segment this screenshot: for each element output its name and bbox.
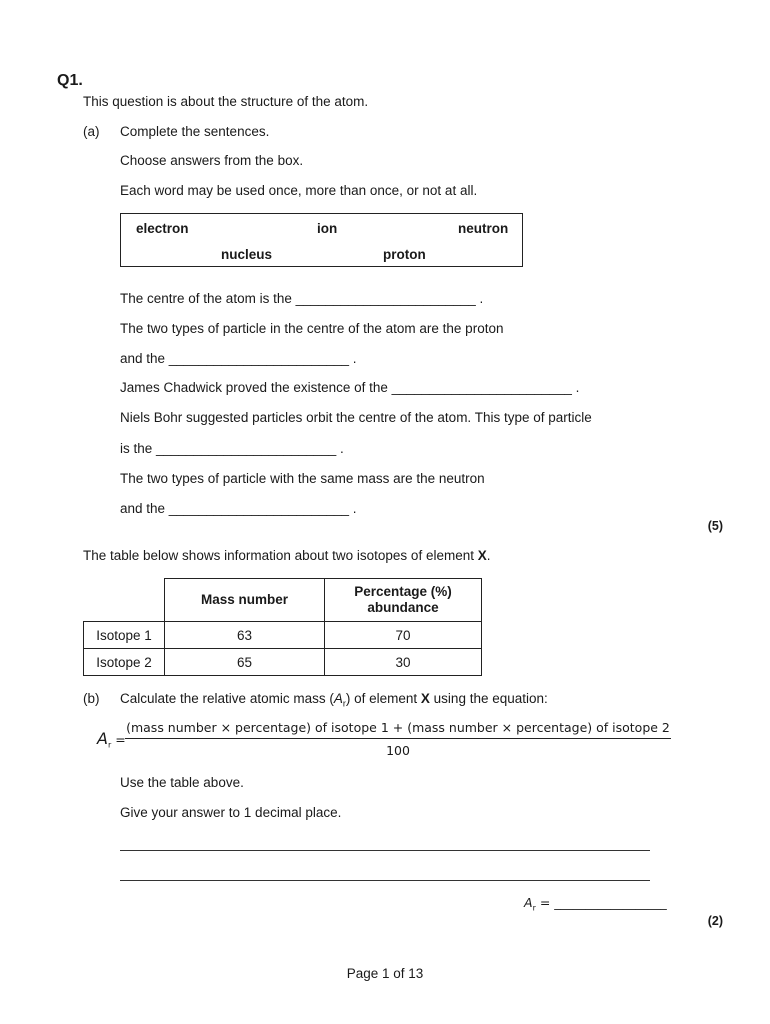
equation-lhs: $A_r$ = [97,729,126,750]
question-intro: This question is about the structure of the atom. [83,94,369,109]
table-row [84,649,482,676]
header-mass-number: Mass number [165,579,325,622]
sentence-8: and the ________________________ . [120,501,357,516]
sentence-7: The two types of particle with the same mass are the neutron [120,471,485,486]
part-b-marks: (2) [707,914,723,928]
part-a-label: (a) [83,124,100,139]
isotope-label: Isotope 2 [84,649,165,676]
sentence-5: Niels Bohr suggested particles orbit the centre of the atom. This type of particle [120,410,592,425]
equation-denominator: 100 [386,743,410,758]
percent-value: 70 [325,622,482,649]
sentence-6: is the ________________________ . [120,441,344,456]
part-b-label: (b) [83,691,100,706]
isotope-label: Isotope 1 [84,622,165,649]
word-electron: electron [136,221,189,236]
sentence-3: and the ________________________ . [120,351,357,366]
use-table-note: Use the table above. [120,775,244,790]
table-corner [84,579,165,622]
working-line-2[interactable] [120,880,650,881]
page-number: Page 1 of 13 [346,966,424,981]
working-line-1[interactable] [120,850,650,851]
header-percentage: Percentage (%) abundance [325,579,482,622]
sentence-2: The two types of particle in the centre of the atom are the proton [120,321,504,336]
choose-from-box: Choose answers from the box. [120,153,304,168]
word-usage-note: Each word may be used once, more than once, or not at all. [120,183,478,198]
isotope-table [83,578,482,676]
equation-fraction [125,720,671,758]
word-nucleus: nucleus [221,247,273,262]
table-intro: The table below shows information about two isotopes of element X. [83,548,491,563]
mass-value: 65 [165,649,325,676]
table-row [84,622,482,649]
question-number: Q1. [57,72,83,89]
part-b-instruction: Calculate the relative atomic mass $(A_r)$ of element X using the equation: [120,691,548,709]
part-a-marks: (5) [707,519,723,533]
word-proton: proton [383,247,426,262]
answer-field[interactable]: $A_r$ = __________________ [524,895,667,913]
percent-value: 30 [325,649,482,676]
word-box [120,213,523,267]
word-neutron: neutron [458,221,509,236]
sentence-4: James Chadwick proved the existence of the ________________________ . [120,380,580,395]
equation-numerator: (mass number × percentage) of isotope 1 + (mass number × percentage) of isotope 2 [125,720,671,739]
mass-value: 63 [165,622,325,649]
word-ion: ion [317,221,338,236]
decimal-place-note: Give your answer to 1 decimal place. [120,805,342,820]
part-a-instruction: Complete the sentences. [120,124,270,139]
sentence-1: The centre of the atom is the ________________________ . [120,291,484,306]
